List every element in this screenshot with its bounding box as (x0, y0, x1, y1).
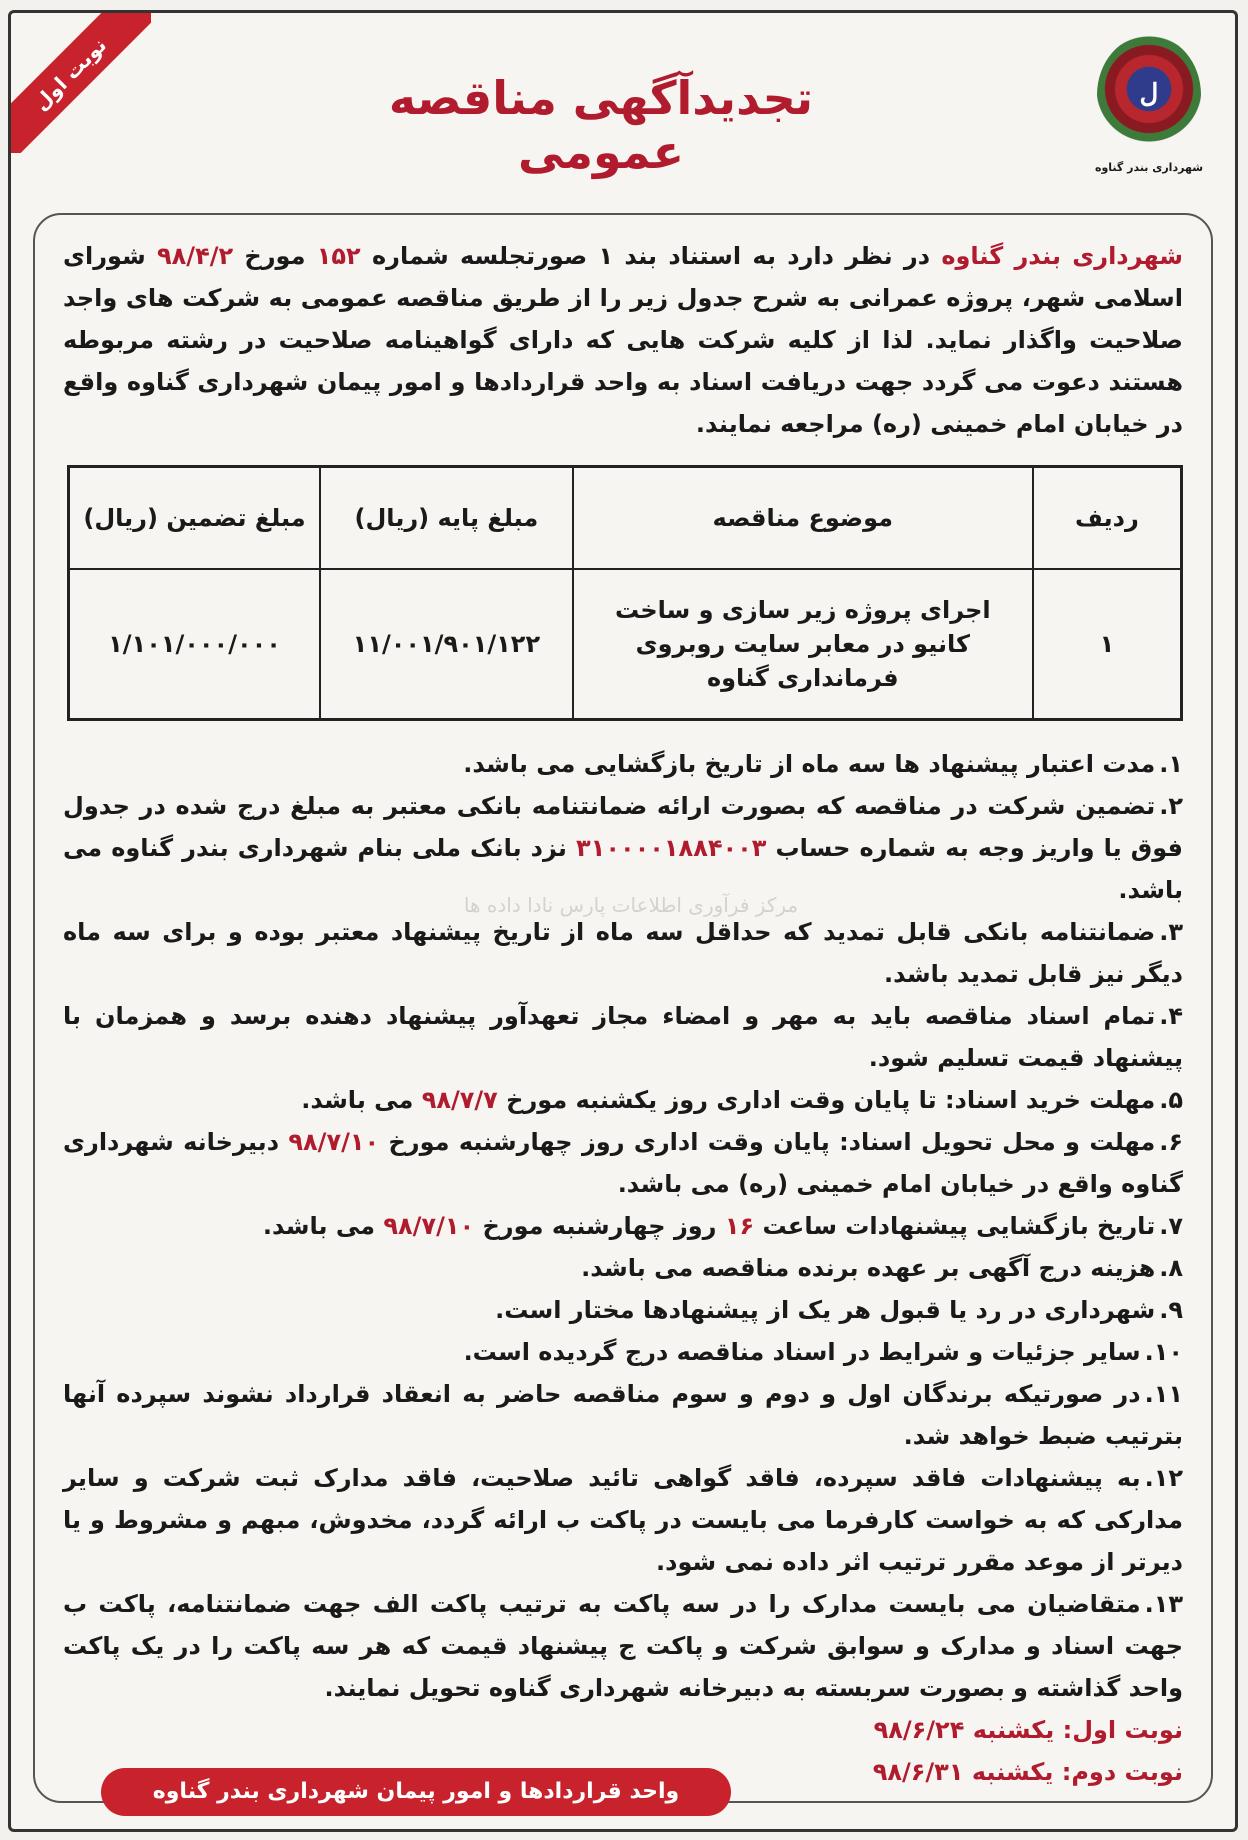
list-item: ۳.ضمانتنامه بانکی قابل تمدید که حداقل سه ماه از تاریخ پیشنهاد معتبر بوده و برای سه ماه دیگر نیز قابل تمدید باشد. (63, 918, 1183, 988)
intro-text-3: شورای اسلامی شهر، پروژه عمرانی به شرح جدول زیر را از طریق مناقصه عمومی به شرکت های واجد صلاحیت واگذار نماید. لذا از کلیه شرکت هایی که دارای گواهینامه صلاحیت در رشته مربوطه هستند دعوت می گردد جهت دریافت اسناد به واحد قراردادها و امور پیمان شهرداری گناوه واقع در خیابان امام خمینی (ره) مراجعه نمایند. (63, 242, 1183, 438)
list-item: ۸.هزینه درج آگهی بر عهده برنده مناقصه می باشد. (581, 1254, 1183, 1282)
corner-ribbon (11, 13, 151, 153)
advertisement-page (8, 10, 1238, 1832)
cell-base-amount: ۱۱/۰۰۱/۹۰۱/۱۲۲ (320, 569, 573, 720)
opening-date: ۹۸/۷/۱۰ (383, 1212, 475, 1240)
seal-icon: ل (1097, 35, 1201, 155)
delivery-deadline: ۹۸/۷/۱۰ (288, 1128, 380, 1156)
footer-banner: واحد قراردادها و امور پیمان شهرداری بندر گناوه (101, 1768, 731, 1816)
list-item: ۱۳.متقاضیان می بایست مدارک را در سه پاکت به ترتیب پاکت الف جهت ضمانتنامه، پاکت ب جهت اسناد و مدارک و سوابق شرکت و پاکت ج پیشنهاد قیمت که هر سه پاکت را در یک پاکت واحد گذاشته و بصورت سربسته به دبیرخانه شهرداری گناوه تحویل نمایند. (63, 1590, 1183, 1702)
list-item: ۹.شهرداری در رد یا قبول هر یک از پیشنهادها مختار است. (495, 1296, 1183, 1324)
intro-text-2: مورخ (233, 242, 317, 270)
conditions-list (63, 743, 1183, 1709)
header-base-amount: مبلغ پایه (ریال) (320, 467, 573, 570)
intro-paragraph (63, 235, 1183, 445)
list-item: ۶.مهلت و محل تحویل اسناد: پایان وقت اداری روز چهارشنبه مورخ ۹۸/۷/۱۰ دبیرخانه شهرداری گناوه واقع در خیابان امام خمینی (ره) می باشد. (63, 1128, 1184, 1198)
table-row (69, 569, 1182, 720)
list-item: ۲.تضمین شرکت در مناقصه که بصورت ارائه ضمانتنامه بانکی معتبر به مبلغ درج شده در جدول فوق یا واریز وجه به شماره حساب ۳۱۰۰۰۰۱۸۸۴۰۰۳ نزد بانک ملی بنام شهرداری بندر گناوه می باشد. (63, 792, 1183, 904)
list-item: ۵.مهلت خرید اسناد: تا پایان وقت اداری روز یکشنبه مورخ ۹۸/۷/۷ می باشد. (301, 1086, 1183, 1114)
logo-caption: شهرداری بندر گناوه (1094, 161, 1204, 174)
tender-table (67, 465, 1183, 721)
list-item: ۷.تاریخ بازگشایی پیشنهادات ساعت ۱۶ روز چهارشنبه مورخ ۹۸/۷/۱۰ می باشد. (262, 1212, 1183, 1240)
ribbon-label: نوبت اول (11, 13, 151, 153)
cell-row-number: ۱ (1033, 569, 1182, 720)
municipality-logo (1089, 35, 1209, 174)
list-item: ۴.تمام اسناد مناقصه باید به مهر و امضاء مجاز تعهدآور پیشنهاد دهنده برسد و همزمان با پیشنهاد قیمت تسلیم شود. (63, 1002, 1183, 1072)
header (11, 13, 1235, 213)
first-publication: نوبت اول: یکشنبه ۹۸/۶/۲۴ (873, 1716, 1183, 1744)
page-title: تجدیدآگهی مناقصه عمومی (388, 71, 814, 179)
header-guarantee-amount: مبلغ تضمین (ریال) (69, 467, 321, 570)
list-item: ۱.مدت اعتبار پیشنهاد ها سه ماه از تاریخ بازگشایی می باشد. (463, 750, 1183, 778)
announcement-body (33, 213, 1213, 1803)
intro-text-1: در نظر دارد به استناد بند ۱ صورتجلسه شماره (360, 242, 942, 270)
purchase-deadline: ۹۸/۷/۷ (421, 1086, 498, 1114)
cell-guarantee-amount: ۱/۱۰۱/۰۰۰/۰۰۰ (69, 569, 321, 720)
header-row-number: ردیف (1033, 467, 1182, 570)
cell-subject: اجرای پروژه زیر سازی و ساخت کانیو در معابر سایت روبروی فرمانداری گناوه (573, 569, 1033, 720)
list-item: ۱۰.سایر جزئیات و شرایط در اسناد مناقصه درج گردیده است. (463, 1338, 1183, 1366)
header-subject: موضوع مناقصه (573, 467, 1033, 570)
session-date: ۹۸/۴/۲ (157, 242, 234, 270)
account-number: ۳۱۰۰۰۰۱۸۸۴۰۰۳ (576, 834, 767, 862)
org-name: شهرداری بندر گناوه (941, 242, 1184, 270)
list-item: ۱۱.در صورتیکه برندگان اول و دوم و سوم مناقصه حاضر به انعقاد قرارداد نشوند سپرده آنها بترتیب ضبط خواهد شد. (63, 1380, 1183, 1450)
table-header-row (69, 467, 1182, 570)
watermark-text: مرکز فرآوری اطلاعات پارس نادا داده ها (463, 893, 799, 917)
list-item: ۱۲.به پیشنهادات فاقد سپرده، فاقد گواهی تائید صلاحیت، فاقد مدارک ثبت شرکت و سایر مدارکی که به خواست کارفرما می بایست در پاکت ب ارائه گردد، مخدوش، مبهم و مشروط و یا دیرتر از موعد مقرر ترتیب اثر داده نمی شود. (63, 1464, 1183, 1576)
session-number: ۱۵۲ (316, 242, 361, 270)
second-publication: نوبت دوم: یکشنبه ۹۸/۶/۳۱ (872, 1758, 1183, 1786)
opening-hour: ۱۶ (724, 1212, 755, 1240)
